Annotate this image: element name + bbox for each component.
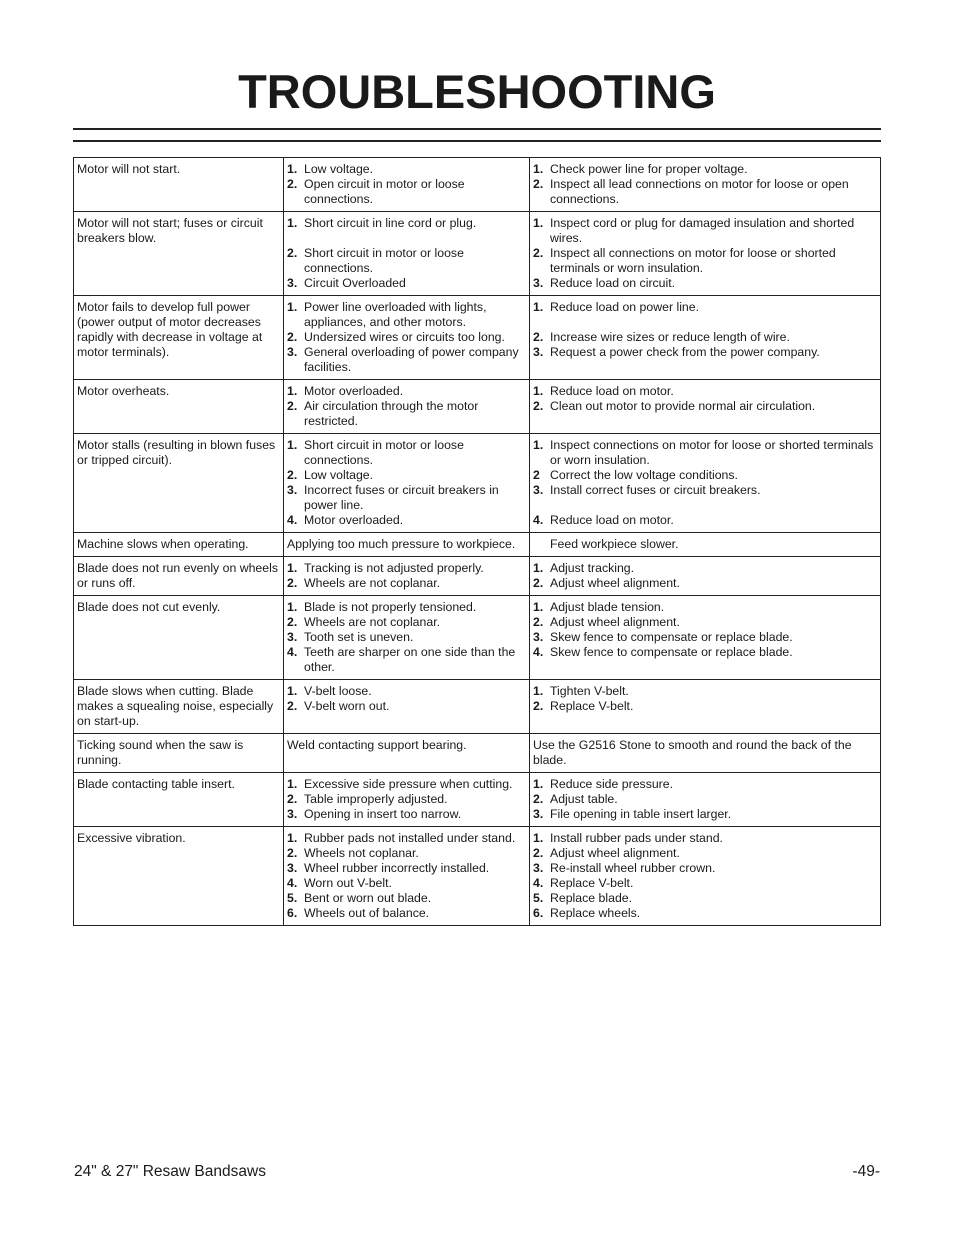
- item-number: 3.: [533, 483, 544, 497]
- symptom-cell: Blade does not cut evenly.: [74, 596, 284, 680]
- item-number: 3.: [533, 276, 544, 290]
- item-text: Tighten V-belt.: [550, 684, 629, 698]
- table-row: [74, 296, 881, 380]
- table-row: [74, 158, 881, 212]
- symptom-cell: Motor fails to develop full power (power output of motor decreases rapidly with decrease in voltage at motor terminals).: [74, 296, 284, 380]
- cause-cell: [284, 158, 530, 212]
- list-item: [533, 576, 878, 591]
- item-number: 4.: [287, 645, 298, 659]
- list-item: [287, 846, 527, 861]
- item-number: 1.: [533, 438, 544, 452]
- list-item: [287, 345, 527, 375]
- item-text: V-belt worn out.: [304, 699, 390, 713]
- list-item: [287, 684, 527, 699]
- list-item: [287, 399, 527, 429]
- table-row: [74, 533, 881, 557]
- item-text: Opening in insert too narrow.: [304, 807, 462, 821]
- symptom-cell: Motor will not start.: [74, 158, 284, 212]
- cell-text: Use the G2516 Stone to smooth and round the back of the blade.: [533, 738, 852, 767]
- item-number: 1.: [287, 300, 298, 314]
- list-item: [533, 384, 878, 399]
- list-item: [533, 483, 878, 498]
- item-number: 3.: [287, 483, 298, 497]
- item-number: 2.: [287, 468, 298, 482]
- item-text: Reduce load on circuit.: [550, 276, 676, 290]
- symptom-cell: Blade contacting table insert.: [74, 773, 284, 827]
- list-item: [533, 177, 878, 207]
- list-item: [287, 162, 527, 177]
- table-row: [74, 434, 881, 533]
- item-number: 3.: [287, 630, 298, 644]
- item-text: V-belt loose.: [304, 684, 372, 698]
- item-number: 3.: [287, 807, 298, 821]
- item-number: 4.: [287, 513, 298, 527]
- cell-text: Weld contacting support bearing.: [287, 738, 467, 752]
- item-number: 2.: [287, 246, 298, 260]
- item-number: 1.: [287, 384, 298, 398]
- list-item: [287, 483, 527, 513]
- table-row: [74, 773, 881, 827]
- symptom-cell: Motor stalls (resulting in blown fuses or tripped circuit).: [74, 434, 284, 533]
- list-item: [287, 831, 527, 846]
- item-text: Adjust wheel alignment.: [550, 615, 680, 629]
- remedy-cell: [530, 212, 881, 296]
- item-text: Tooth set is uneven.: [304, 630, 414, 644]
- list-item: [533, 513, 878, 528]
- item-text: Motor overloaded.: [304, 513, 404, 527]
- list-item: [287, 468, 527, 483]
- symptom-cell: Ticking sound when the saw is running.: [74, 734, 284, 773]
- list-item: [287, 561, 527, 576]
- list-item: [287, 600, 527, 615]
- cause-cell: [284, 557, 530, 596]
- item-number: 2: [533, 468, 540, 482]
- item-number: 2.: [533, 177, 544, 191]
- page-title: TROUBLESHOOTING: [238, 65, 716, 118]
- item-text: Adjust wheel alignment.: [550, 576, 680, 590]
- item-number: 3.: [533, 861, 544, 875]
- cause-cell: [284, 434, 530, 533]
- item-number: 1.: [287, 162, 298, 176]
- item-text: Open circuit in motor or loose connections.: [304, 177, 465, 206]
- item-text: Undersized wires or circuits too long.: [304, 330, 505, 344]
- item-number: 1.: [287, 600, 298, 614]
- item-text: Low voltage.: [304, 468, 374, 482]
- list-item: [533, 561, 878, 576]
- item-number: 5.: [287, 891, 298, 905]
- item-number: 6.: [533, 906, 544, 920]
- item-number: 2.: [533, 576, 544, 590]
- item-number: 1.: [533, 300, 544, 314]
- item-text: Power line overloaded with lights, appliances, and other motors.: [304, 300, 487, 329]
- list-item: [533, 777, 878, 792]
- item-text: Inspect cord or plug for damaged insulation and shorted wires.: [550, 216, 855, 245]
- list-item: [287, 576, 527, 591]
- item-number: 2.: [533, 246, 544, 260]
- list-item: [533, 846, 878, 861]
- list-item: [533, 807, 878, 822]
- list-item: [533, 891, 878, 906]
- list-item: [533, 345, 878, 360]
- item-text: Skew fence to compensate or replace blade.: [550, 645, 793, 659]
- symptom-cell: Motor will not start; fuses or circuit breakers blow.: [74, 212, 284, 296]
- item-text: Install rubber pads under stand.: [550, 831, 723, 845]
- list-item: [287, 384, 527, 399]
- table-row: [74, 680, 881, 734]
- item-text: Wheels out of balance.: [304, 906, 430, 920]
- item-text: Table improperly adjusted.: [304, 792, 448, 806]
- spacer: [533, 498, 878, 513]
- spacer: [533, 315, 878, 330]
- item-text: Adjust blade tension.: [550, 600, 665, 614]
- item-text: Short circuit in line cord or plug.: [304, 216, 477, 230]
- item-text: Inspect connections on motor for loose or shorted terminals or worn insulation.: [550, 438, 874, 467]
- symptom-cell: Excessive vibration.: [74, 827, 284, 926]
- item-text: Reduce load on motor.: [550, 513, 674, 527]
- remedy-cell: [530, 533, 881, 557]
- item-number: 2.: [533, 615, 544, 629]
- list-item: [287, 861, 527, 876]
- remedy-cell: [530, 557, 881, 596]
- list-item: [287, 645, 527, 675]
- list-item: [533, 861, 878, 876]
- list-item: [287, 876, 527, 891]
- cause-cell: [284, 773, 530, 827]
- item-text: Short circuit in motor or loose connections.: [304, 246, 464, 275]
- item-text: Incorrect fuses or circuit breakers in power line.: [304, 483, 499, 512]
- list-item: [533, 162, 878, 177]
- remedy-cell: [530, 680, 881, 734]
- item-text: Replace V-belt.: [550, 699, 634, 713]
- remedy-cell: [530, 158, 881, 212]
- item-text: Adjust wheel alignment.: [550, 846, 680, 860]
- spacer: [287, 231, 527, 246]
- list-item: [287, 777, 527, 792]
- troubleshooting-table: [73, 157, 881, 926]
- header-rule-top: [73, 128, 881, 130]
- table-row: [74, 557, 881, 596]
- item-number: 4.: [533, 876, 544, 890]
- item-number: 1.: [533, 600, 544, 614]
- table-row: [74, 734, 881, 773]
- item-text: Circuit Overloaded: [304, 276, 406, 290]
- item-number: 2.: [533, 699, 544, 713]
- item-number: 2.: [287, 615, 298, 629]
- list-item: [533, 831, 878, 846]
- item-text: Reduce load on motor.: [550, 384, 674, 398]
- item-number: 2.: [533, 792, 544, 806]
- list-item: [533, 330, 878, 345]
- cause-cell: [284, 296, 530, 380]
- list-item: [533, 645, 878, 660]
- item-number: 2.: [533, 399, 544, 413]
- item-text: Motor overloaded.: [304, 384, 404, 398]
- item-number: 3.: [533, 345, 544, 359]
- item-text: Bent or worn out blade.: [304, 891, 432, 905]
- list-item: [533, 906, 878, 921]
- table-row: [74, 212, 881, 296]
- item-number: 1.: [533, 684, 544, 698]
- item-text: Correct the low voltage conditions.: [550, 468, 738, 482]
- item-number: 1.: [533, 777, 544, 791]
- item-number: 1.: [287, 831, 298, 845]
- item-number: 2.: [287, 399, 298, 413]
- item-number: 1.: [533, 831, 544, 845]
- item-text: Excessive side pressure when cutting.: [304, 777, 513, 791]
- item-number: 3.: [533, 630, 544, 644]
- item-number: 2.: [533, 330, 544, 344]
- list-item: [533, 684, 878, 699]
- item-text: Low voltage.: [304, 162, 374, 176]
- list-item: [533, 615, 878, 630]
- remedy-cell: [530, 596, 881, 680]
- item-number: 1.: [287, 684, 298, 698]
- remedy-cell: [530, 773, 881, 827]
- list-item: [533, 300, 878, 315]
- table-row: [74, 596, 881, 680]
- remedy-cell: [530, 434, 881, 533]
- symptom-cell: Motor overheats.: [74, 380, 284, 434]
- item-text: Short circuit in motor or loose connections.: [304, 438, 464, 467]
- item-number: 4.: [287, 876, 298, 890]
- item-number: 4.: [533, 645, 544, 659]
- symptom-cell: Machine slows when operating.: [74, 533, 284, 557]
- item-text: File opening in table insert larger.: [550, 807, 732, 821]
- item-text: Adjust tracking.: [550, 561, 635, 575]
- item-number: 2.: [287, 576, 298, 590]
- symptom-cell: Blade does not run evenly on wheels or runs off.: [74, 557, 284, 596]
- list-item: [533, 876, 878, 891]
- list-item: [287, 330, 527, 345]
- item-text: Install correct fuses or circuit breakers.: [550, 483, 761, 497]
- item-text: Replace blade.: [550, 891, 633, 905]
- remedy-cell: [530, 296, 881, 380]
- item-text: Request a power check from the power company.: [550, 345, 820, 359]
- item-text: Wheels are not coplanar.: [304, 615, 441, 629]
- list-item: [533, 600, 878, 615]
- item-text: Re-install wheel rubber crown.: [550, 861, 716, 875]
- table-row: [74, 827, 881, 926]
- item-text: Increase wire sizes or reduce length of wire.: [550, 330, 790, 344]
- item-number: 5.: [533, 891, 544, 905]
- item-number: 4.: [533, 513, 544, 527]
- symptom-cell: Blade slows when cutting. Blade makes a squealing noise, especially on start-up.: [74, 680, 284, 734]
- item-text: Blade is not properly tensioned.: [304, 600, 477, 614]
- list-item: [533, 699, 878, 714]
- item-number: 3.: [287, 276, 298, 290]
- item-text: Reduce load on power line.: [550, 300, 700, 314]
- item-text: Wheels are not coplanar.: [304, 576, 441, 590]
- item-text: Worn out V-belt.: [304, 876, 392, 890]
- troubleshooting-table-body: [74, 158, 881, 926]
- item-number: 6.: [287, 906, 298, 920]
- item-number: 2.: [287, 177, 298, 191]
- list-item: [533, 399, 878, 414]
- header-rule-bottom: [73, 140, 881, 142]
- list-item: [287, 300, 527, 330]
- item-number: 3.: [287, 861, 298, 875]
- item-text: Inspect all connections on motor for loose or shorted terminals or worn insulation.: [550, 246, 836, 275]
- list-item: [287, 615, 527, 630]
- item-text: Wheels not coplanar.: [304, 846, 419, 860]
- item-text: Adjust table.: [550, 792, 618, 806]
- item-text: General overloading of power company facilities.: [304, 345, 519, 374]
- item-text: Replace V-belt.: [550, 876, 634, 890]
- item-number: 3.: [533, 807, 544, 821]
- list-item: [287, 807, 527, 822]
- table-row: [74, 380, 881, 434]
- list-item: [287, 891, 527, 906]
- item-text: Reduce side pressure.: [550, 777, 674, 791]
- list-item: [533, 438, 878, 468]
- cause-cell: [284, 827, 530, 926]
- item-number: 1.: [287, 216, 298, 230]
- list-item: [287, 216, 527, 231]
- item-number: 1.: [287, 777, 298, 791]
- cause-cell: [284, 533, 530, 557]
- list-item: [533, 216, 878, 246]
- cause-cell: [284, 212, 530, 296]
- item-text: Tracking is not adjusted properly.: [304, 561, 484, 575]
- item-text: Wheel rubber incorrectly installed.: [304, 861, 490, 875]
- item-number: 2.: [533, 846, 544, 860]
- item-text: Check power line for proper voltage.: [550, 162, 748, 176]
- item-text: Inspect all lead connections on motor for loose or open connections.: [550, 177, 849, 206]
- list-item: [287, 246, 527, 276]
- remedy-cell: [530, 734, 881, 773]
- cell-text: Applying too much pressure to workpiece.: [287, 537, 516, 551]
- footer-model-name: 24" & 27" Resaw Bandsaws: [74, 1163, 266, 1180]
- footer-page-number: -49-: [852, 1163, 880, 1180]
- list-item: [287, 438, 527, 468]
- item-text: Replace wheels.: [550, 906, 641, 920]
- list-item: [287, 699, 527, 714]
- list-item: [287, 276, 527, 291]
- cell-text: Feed workpiece slower.: [550, 537, 679, 551]
- item-number: 2.: [287, 330, 298, 344]
- remedy-cell: [530, 827, 881, 926]
- item-number: 1.: [533, 162, 544, 176]
- list-item: [287, 513, 527, 528]
- item-number: 1.: [287, 561, 298, 575]
- cause-cell: [284, 734, 530, 773]
- list-item: [533, 276, 878, 291]
- item-number: 1.: [533, 561, 544, 575]
- item-number: 1.: [533, 216, 544, 230]
- item-number: 2.: [287, 846, 298, 860]
- cause-cell: [284, 380, 530, 434]
- item-text: Teeth are sharper on one side than the other.: [304, 645, 516, 674]
- item-number: 3.: [287, 345, 298, 359]
- list-item: [287, 792, 527, 807]
- list-item: [287, 906, 527, 921]
- remedy-cell: [530, 380, 881, 434]
- list-item: [533, 468, 878, 483]
- item-number: 1.: [287, 438, 298, 452]
- item-text: Air circulation through the motor restricted.: [304, 399, 479, 428]
- item-text: Clean out motor to provide normal air circulation.: [550, 399, 816, 413]
- list-item: [287, 630, 527, 645]
- cause-cell: [284, 680, 530, 734]
- item-number: 1.: [533, 384, 544, 398]
- item-number: 2.: [287, 792, 298, 806]
- list-item: [533, 630, 878, 645]
- item-number: 2.: [287, 699, 298, 713]
- list-item: [533, 792, 878, 807]
- cause-cell: [284, 596, 530, 680]
- item-text: Skew fence to compensate or replace blade.: [550, 630, 793, 644]
- list-item: [533, 246, 878, 276]
- item-text: Rubber pads not installed under stand.: [304, 831, 516, 845]
- list-item: [287, 177, 527, 207]
